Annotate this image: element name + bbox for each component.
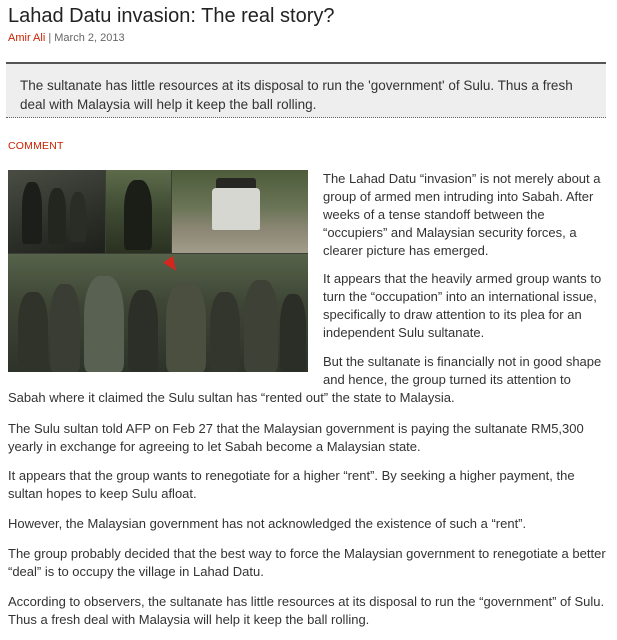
photo-panel-armed-man bbox=[106, 170, 171, 253]
article-paragraph: But the sultanate is financially not in good shape and hence, the group turned its attention to bbox=[323, 354, 602, 387]
red-arrow-icon bbox=[163, 256, 181, 274]
article-photo-collage bbox=[8, 170, 308, 372]
photo-panel-truck bbox=[172, 170, 308, 253]
photo-panel-soldiers bbox=[8, 170, 105, 253]
author-link[interactable]: Amir Ali bbox=[8, 32, 46, 44]
section-label[interactable]: COMMENT bbox=[8, 140, 64, 152]
article-paragraph: It appears that the heavily armed group wants to turn the “occupation” into an international issue, specifically to draw attention to its plea for an independent Sulu sultanate. bbox=[323, 271, 602, 340]
article-standfirst: The sultanate has little resources at its disposal to run the 'government' of Sulu. Thus a fresh deal with Malaysia will help it keep the ball rolling. bbox=[6, 62, 606, 118]
article-paragraph: However, the Malaysian government has not acknowledged the existence of such a “rent”. bbox=[8, 516, 527, 531]
article-paragraph: The group probably decided that the best way to force the Malaysian government to renegotiate a better “deal” is to occupy the village in Lahad Datu. bbox=[8, 546, 606, 579]
photo-panel-group bbox=[8, 254, 308, 372]
article-paragraph: The Lahad Datu “invasion” is not merely about a group of armed men intruding into Sabah. After weeks of a tense standoff between the “occupiers” and Malaysian security forces, a clearer picture has emerged. bbox=[323, 171, 601, 258]
article-title: Lahad Datu invasion: The real story? bbox=[8, 5, 335, 27]
article-paragraph: Sabah where it claimed the Sulu sultan has “rented out” the state to Malaysia. bbox=[8, 390, 455, 405]
byline-separator: | bbox=[45, 32, 55, 44]
article-paragraph: According to observers, the sultanate has little resources at its disposal to run the “government” of Sulu. Thus a fresh deal with Malaysia will help it keep the ball rolling. bbox=[8, 594, 605, 627]
article-byline bbox=[8, 31, 125, 45]
publish-date: March 2, 2013 bbox=[54, 32, 125, 44]
article-paragraph: The Sulu sultan told AFP on Feb 27 that the Malaysian government is paying the sultanate RM5,300 yearly in exchange for agreeing to let Sabah become a Malaysian state. bbox=[8, 421, 584, 454]
article-paragraph: It appears that the group wants to renegotiate for a higher “rent”. By seeking a higher payment, the sultan hopes to keep Sulu afloat. bbox=[8, 468, 575, 501]
